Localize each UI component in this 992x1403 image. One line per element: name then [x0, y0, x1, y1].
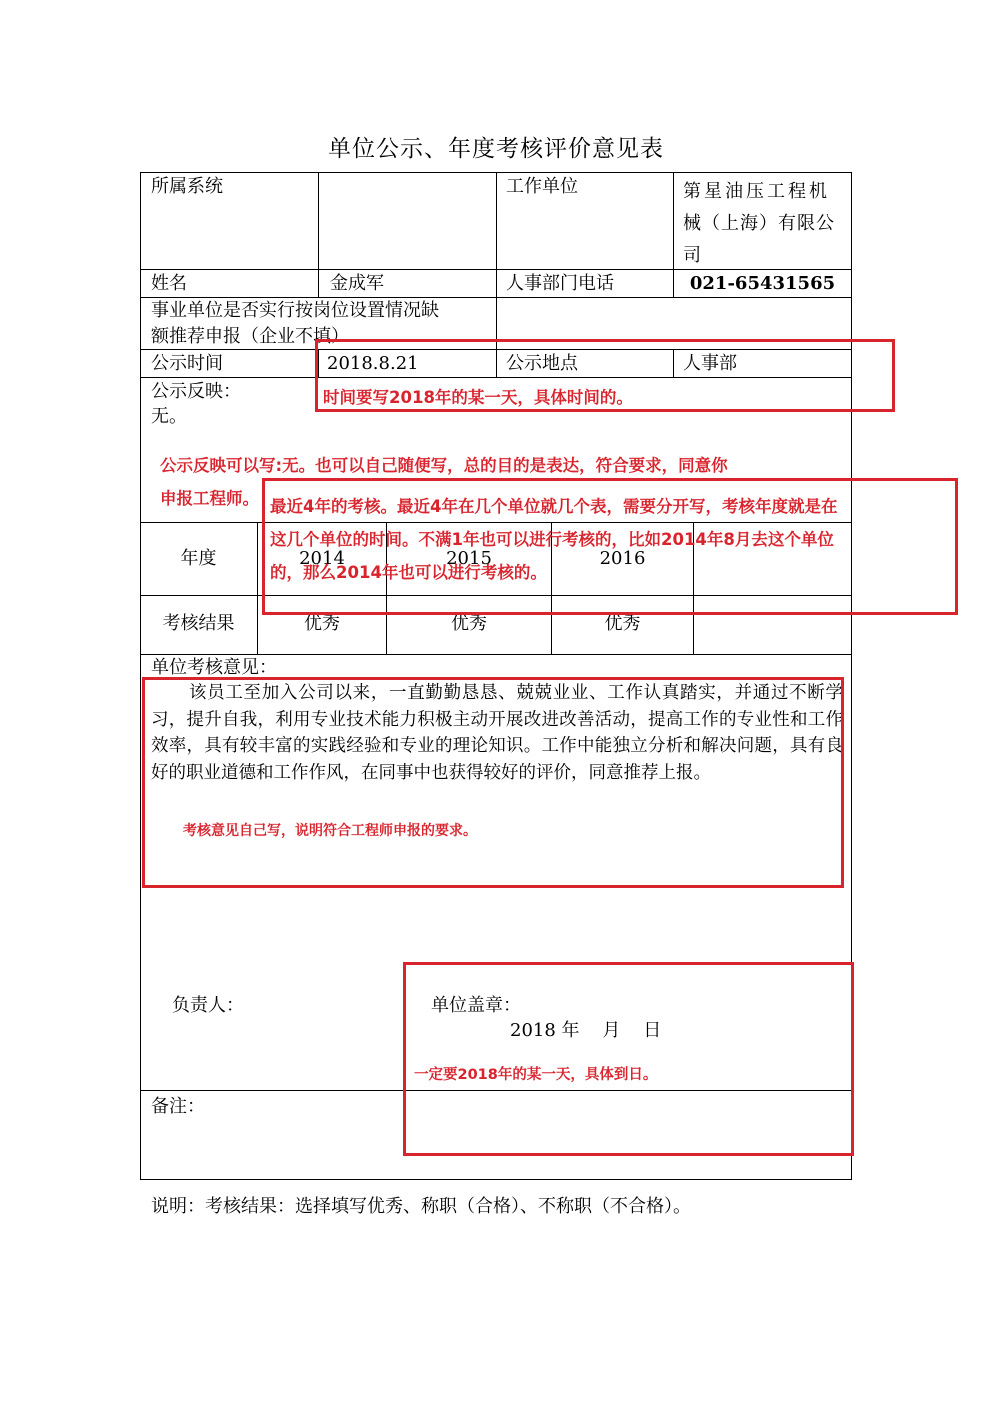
result-cell: 优秀: [451, 613, 487, 634]
result-cell: 优秀: [304, 613, 340, 634]
year-cell: 2015: [446, 548, 492, 569]
feedback-label: 公示反映：: [151, 381, 241, 402]
years-note-line3: 的，那么2014年也可以进行考核的。: [270, 563, 547, 582]
work-unit-label: 工作单位: [506, 176, 578, 197]
years-note-line1: 最近4年的考核。最近4年在几个单位就几个表，需要分开写，考核年度就是在: [270, 497, 838, 516]
opinion-annotation-box: [142, 677, 844, 888]
work-unit-value-line2: 械（上海）有限公: [683, 213, 835, 234]
publicity-place-value: 人事部: [683, 353, 737, 374]
institution-question-line1: 事业单位是否实行按岗位设置情况缺: [151, 300, 439, 321]
year-cell: 2016: [599, 548, 646, 569]
feedback-note-line1: 公示反映可以写:无。也可以自己随便写，总的目的是表达，符合要求，同意你: [160, 456, 728, 475]
date-annotation-box: [403, 962, 854, 1156]
system-label: 所属系统: [151, 176, 223, 197]
years-note-line2: 这几个单位的时间。不满1年也可以进行考核的，比如2014年8月去这个单位: [270, 530, 834, 549]
opinion-text: 该员工至加入公司以来，一直勤勤恳恳、兢兢业业、工作认真踏实，并通过不断学习，提升自我，利用专业技术能力积极主动开展改进改善活动，提高工作的专业性和工作效率，具有较丰富的实践经验和专业的理论知识。工作中能独立分析和解决问题，具有良好的职业道德和工作作风，在同事中也获得较好的评价，同意推荐上报。: [151, 683, 843, 783]
hr-phone-label: 人事部门电话: [506, 273, 614, 294]
result-cell: 优秀: [604, 613, 641, 634]
year-label: 年度: [180, 548, 217, 569]
feedback-value: 无。: [151, 406, 187, 427]
date-note: 一定要2018年的某一天，具体到日。: [414, 1067, 658, 1083]
publicity-time-label: 公示时间: [151, 353, 223, 374]
result-label: 考核结果: [162, 613, 235, 634]
footnote: 说明：考核结果：选择填写优秀、称职（合格）、不称职（不合格）。: [151, 1196, 691, 1217]
hr-phone-value: 021-65431565: [689, 273, 836, 294]
date-field: 2018 年 月 日: [510, 1020, 662, 1041]
publicity-place-label: 公示地点: [506, 353, 578, 374]
seal-label: 单位盖章：: [431, 995, 521, 1016]
opinion-label: 单位考核意见：: [151, 657, 277, 678]
page-title: 单位公示、年度考核评价意见表: [328, 136, 664, 162]
opinion-note: 考核意见自己写，说明符合工程师申报的要求。: [183, 823, 477, 839]
time-note: 时间要写2018年的某一天，具体时间的。: [323, 388, 633, 407]
work-unit-value-line3: 司: [683, 245, 701, 266]
feedback-note-line2: 申报工程师。: [160, 482, 259, 515]
year-cell: 2014: [299, 548, 345, 569]
responsible-label: 负责人：: [172, 995, 244, 1016]
name-value: 金成军: [330, 273, 384, 294]
name-label: 姓名: [151, 273, 187, 294]
publicity-time-value: 2018.8.21: [327, 353, 419, 374]
institution-question-line2: 额推荐申报（企业不填）: [151, 326, 349, 347]
work-unit-value-line1: 第星油压工程机: [683, 181, 830, 202]
remarks-label: 备注：: [151, 1096, 205, 1117]
